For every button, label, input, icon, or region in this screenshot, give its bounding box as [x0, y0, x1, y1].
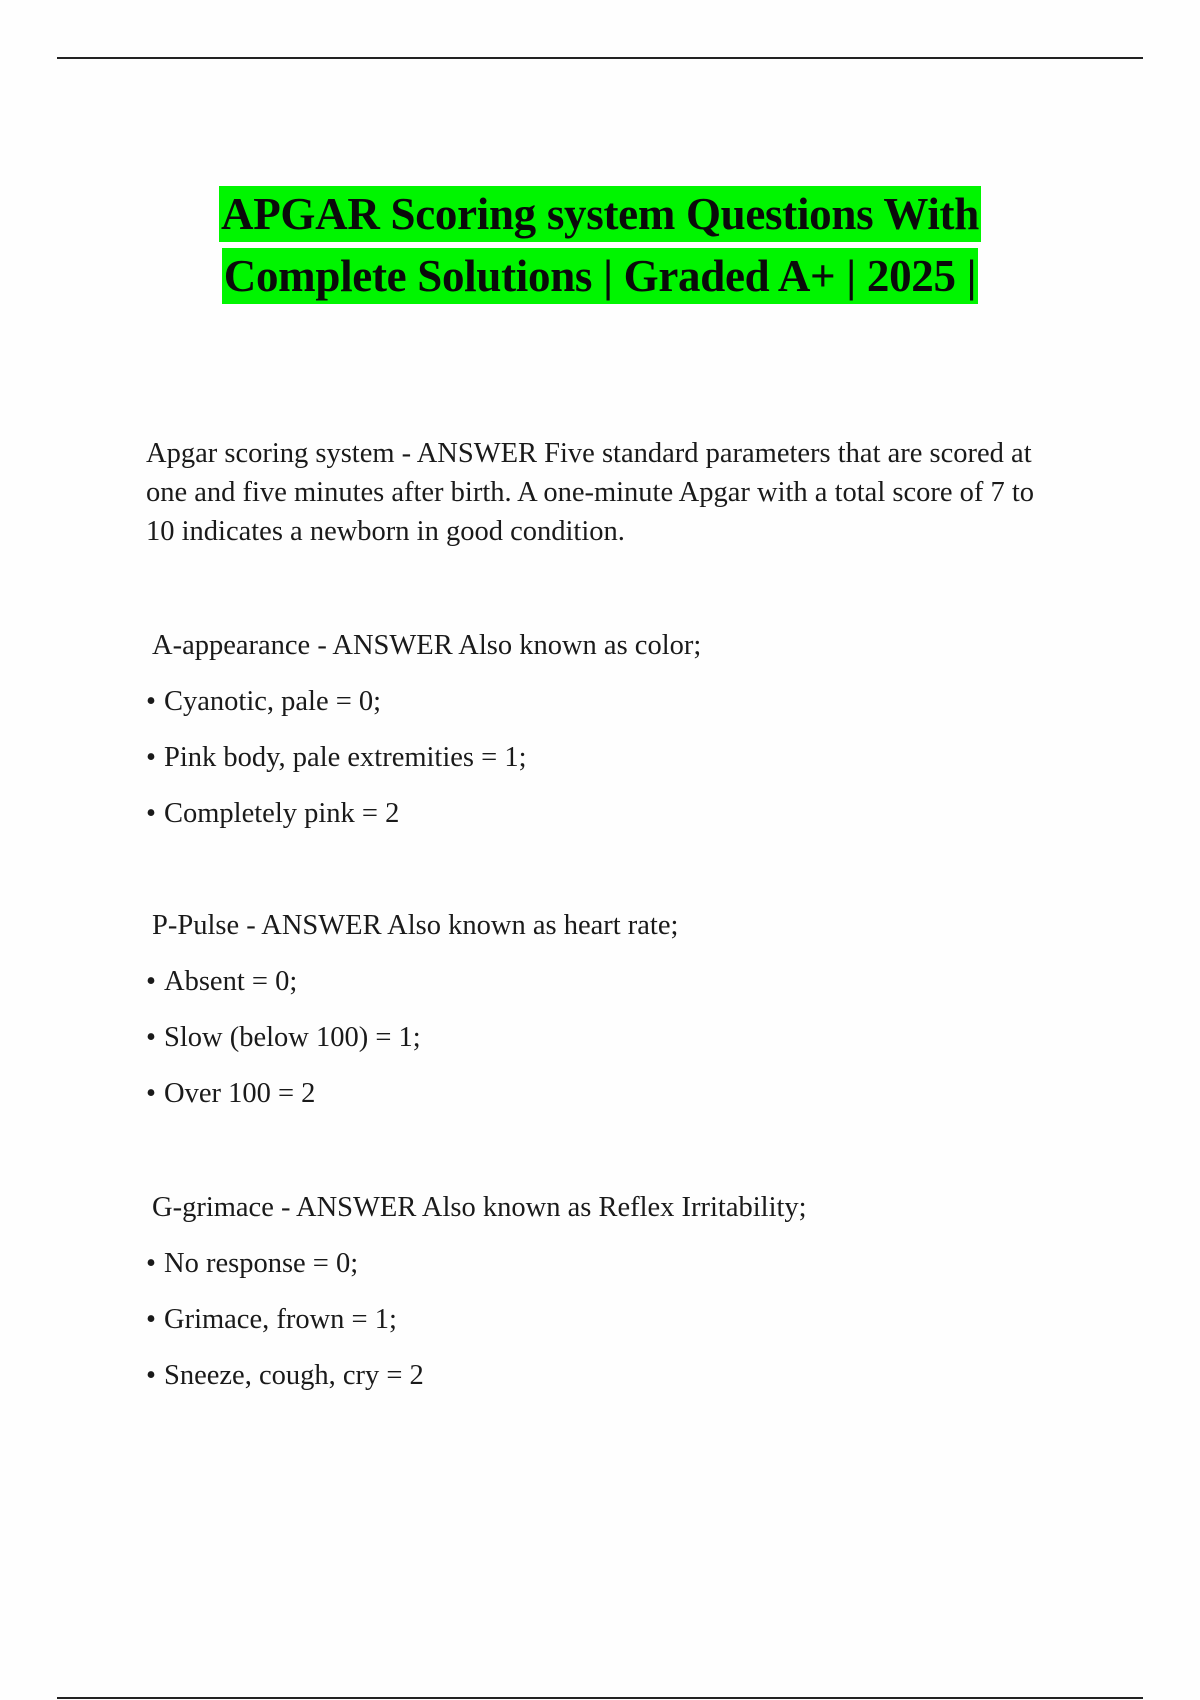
title-line-2: Complete Solutions | Graded A+ | 2025 |	[222, 248, 978, 304]
section-grimace	[146, 1188, 1066, 1396]
list-item: • Grimace, frown = 1;	[146, 1300, 1066, 1340]
bullet-icon: •	[146, 1360, 156, 1391]
intro-paragraph: Apgar scoring system - ANSWER Five standard parameters that are scored at one and five minutes after birth. A one-minute Apgar with a total score of 7 to 10 indicates a newborn in good condition.	[146, 438, 1035, 547]
bullet-icon: •	[146, 966, 156, 997]
title-line-1: APGAR Scoring system Questions With	[219, 186, 981, 242]
header-rule	[57, 57, 1143, 59]
section-heading: A-appearance - ANSWER Also known as color;	[152, 630, 702, 661]
list-item: • No response = 0;	[146, 1244, 1066, 1284]
list-item: • Completely pink = 2	[146, 794, 1066, 834]
bullet-icon: •	[146, 1248, 156, 1279]
footer-rule	[57, 1697, 1143, 1699]
section-heading: G-grimace - ANSWER Also known as Reflex Irritability;	[152, 1192, 807, 1223]
bullet-icon: •	[146, 686, 156, 717]
bullet-icon: •	[146, 742, 156, 773]
section-pulse	[146, 906, 1066, 1114]
list-item: • Cyanotic, pale = 0;	[146, 682, 1066, 722]
bullet-icon: •	[146, 1022, 156, 1053]
list-item: • Slow (below 100) = 1;	[146, 1018, 1066, 1058]
list-item: • Absent = 0;	[146, 962, 1066, 1002]
bullet-icon: •	[146, 798, 156, 829]
list-item: • Sneeze, cough, cry = 2	[146, 1356, 1066, 1396]
bullet-icon: •	[146, 1078, 156, 1109]
section-appearance	[146, 626, 1066, 834]
list-item: • Over 100 = 2	[146, 1074, 1066, 1114]
list-item: • Pink body, pale extremities = 1;	[146, 738, 1066, 778]
section-heading: P-Pulse - ANSWER Also known as heart rate;	[152, 910, 679, 941]
document-title	[0, 184, 1200, 308]
bullet-icon: •	[146, 1304, 156, 1335]
